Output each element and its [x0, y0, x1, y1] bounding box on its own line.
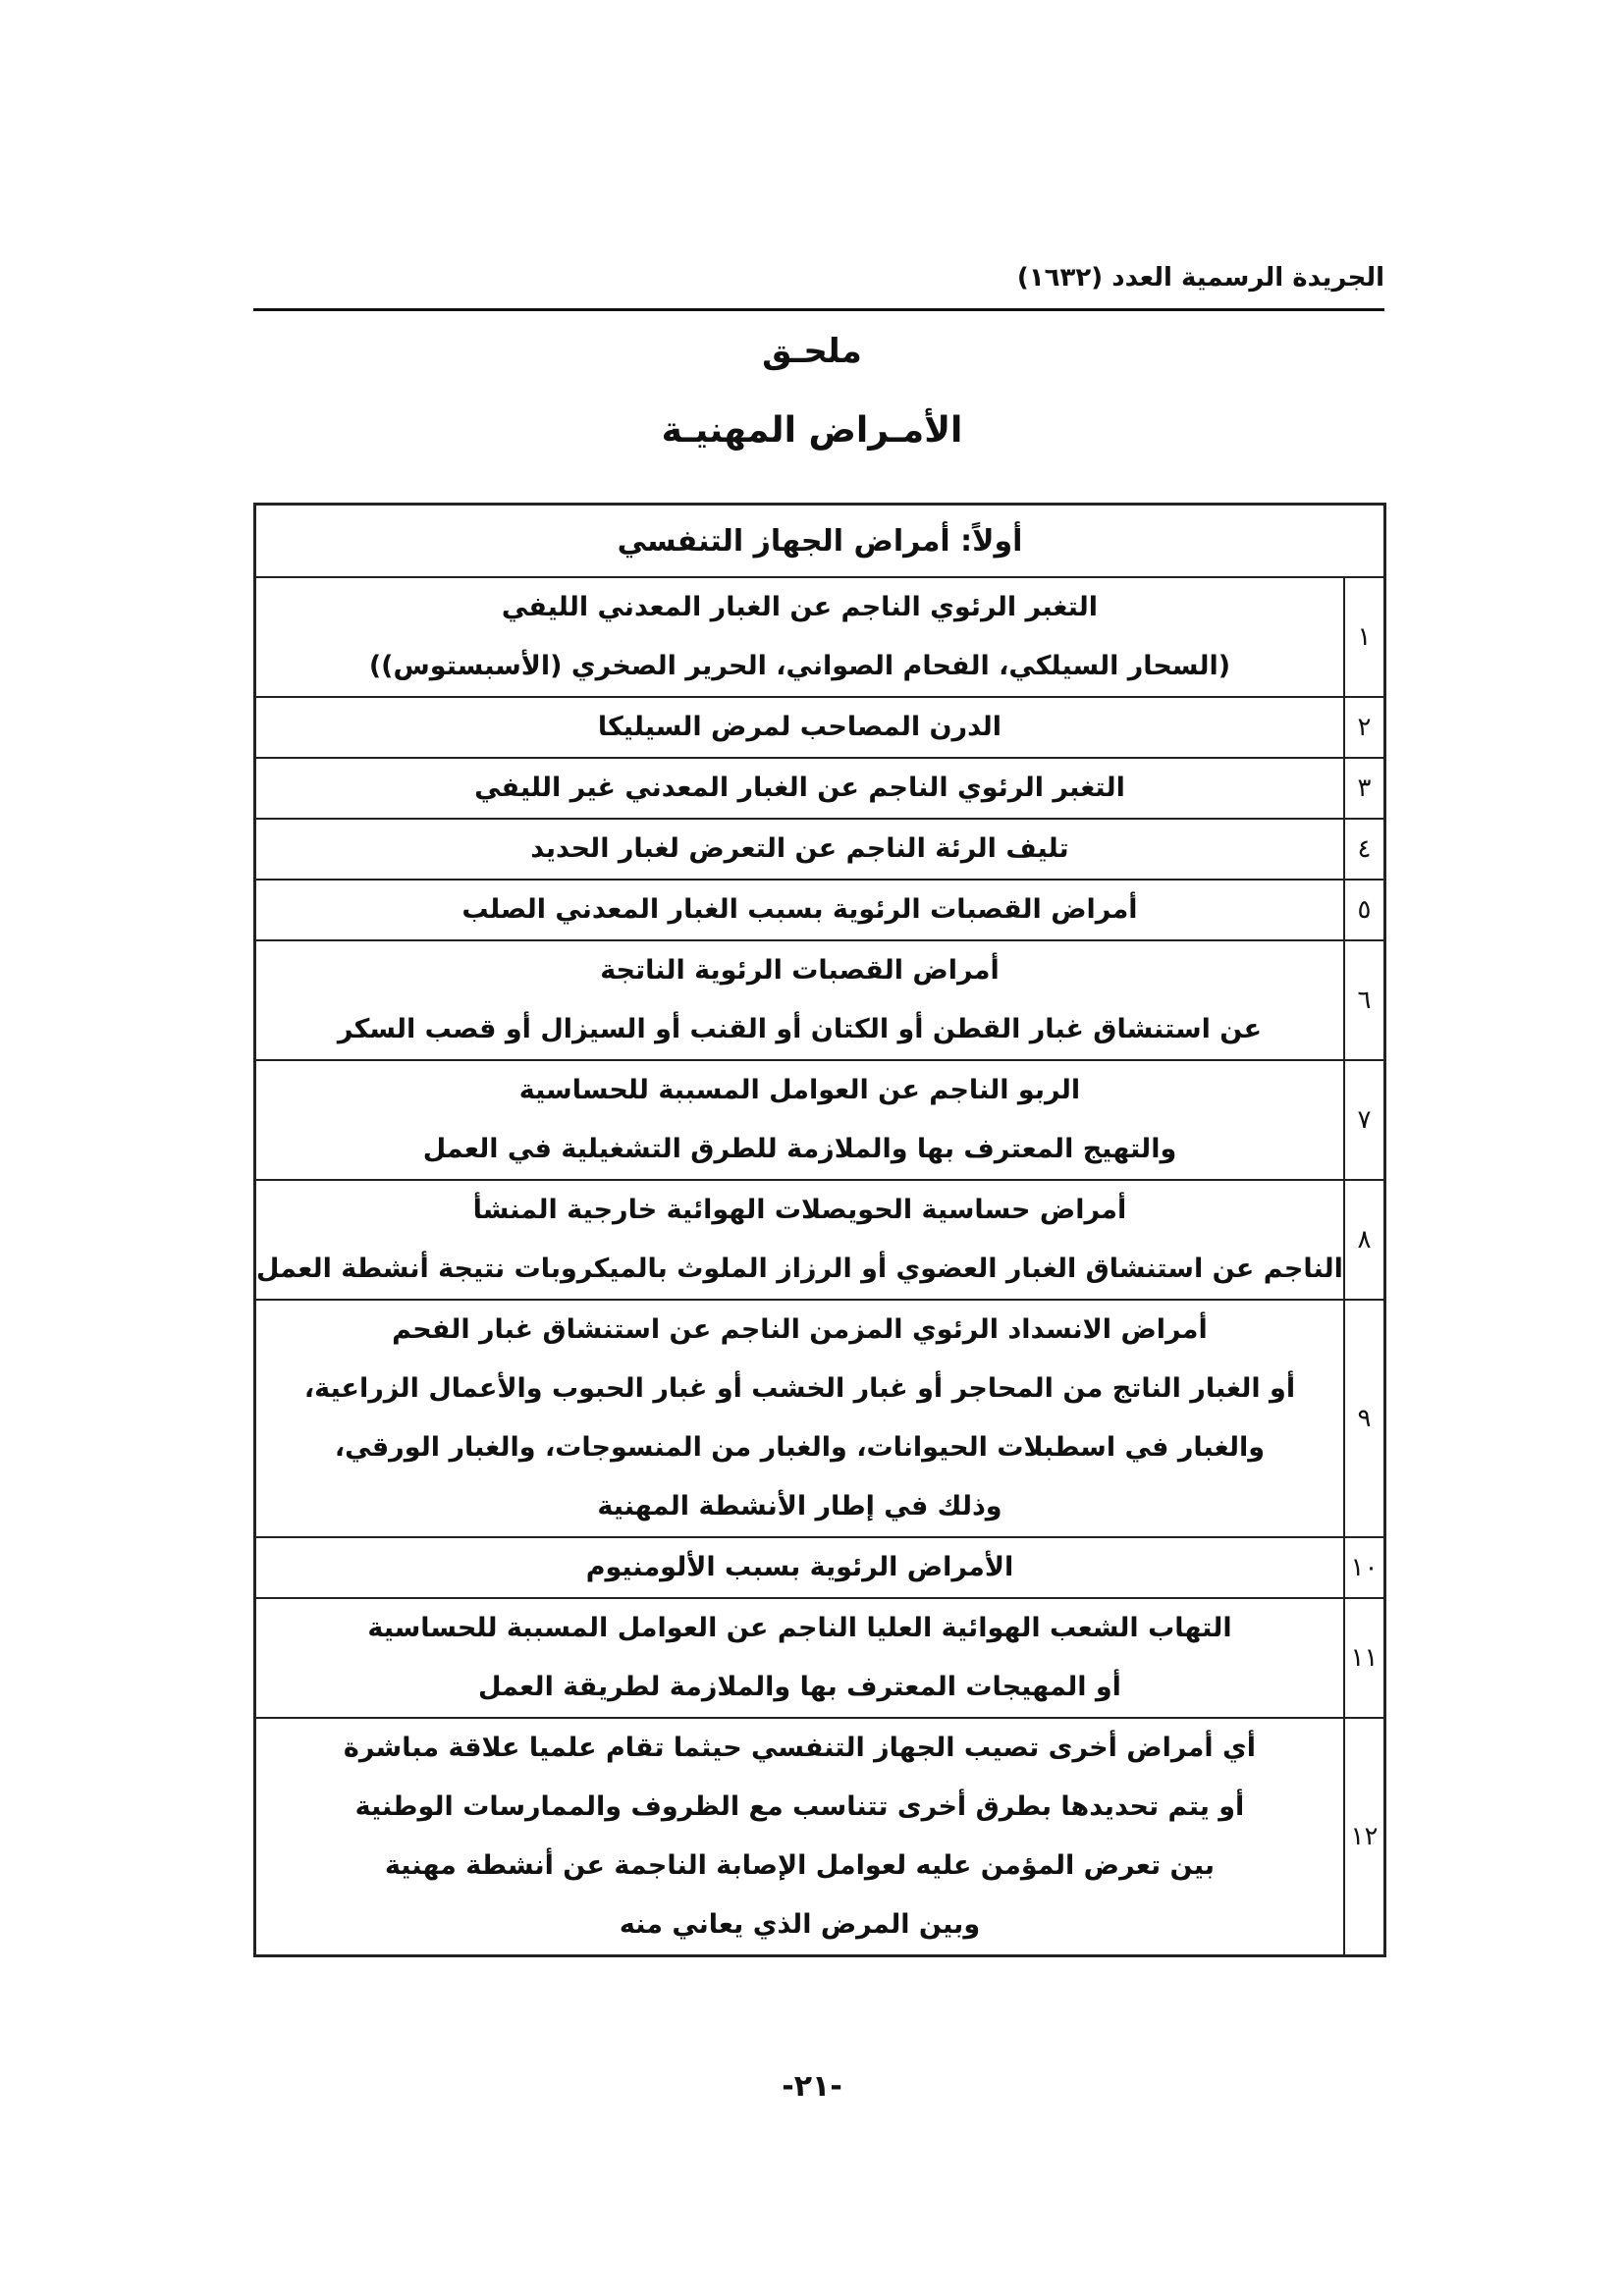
disease-description: [255, 1060, 1344, 1180]
description-line: التغبر الرئوي الناجم عن الغبار المعدني الليفي: [501, 592, 1099, 622]
row-number: ٧: [1344, 1060, 1385, 1180]
table-row: [255, 1718, 1385, 1956]
disease-description: [255, 697, 1344, 758]
description-line: أمراض القصبات الرئوية الناتجة: [600, 955, 1000, 986]
table-row: [255, 1598, 1385, 1718]
disease-description: [255, 758, 1344, 819]
row-number: ١٢: [1344, 1718, 1385, 1956]
description-line: الدرن المصاحب لمرض السيليكا: [597, 712, 1002, 742]
table-row: [255, 1537, 1385, 1598]
row-number: ٣: [1344, 758, 1385, 819]
row-number: ٩: [1344, 1300, 1385, 1537]
description-line: بين تعرض المؤمن عليه لعوامل الإصابة الناجمة عن أنشطة مهنية: [384, 1850, 1215, 1881]
appendix-title: ملحـق: [762, 332, 862, 371]
description-line: التغبر الرئوي الناجم عن الغبار المعدني غير الليفي: [474, 773, 1125, 803]
disease-description: [255, 940, 1344, 1060]
description-line: أي أمراض أخرى تصيب الجهاز التنفسي حيثما تقام علميا علاقة مباشرة: [343, 1733, 1257, 1763]
description-line: وذلك في إطار الأنشطة المهنية: [597, 1491, 1002, 1522]
row-number: ٥: [1344, 880, 1385, 940]
description-line: الربو الناجم عن العوامل المسببة للحساسية: [518, 1075, 1081, 1105]
disease-description: [255, 1180, 1344, 1300]
description-line: أمراض حساسية الحويصلات الهوائية خارجية المنشأ: [472, 1195, 1127, 1225]
table-row: [255, 1300, 1385, 1537]
description-line: أمراض القصبات الرئوية بسبب الغبار المعدني الصلب: [461, 894, 1138, 925]
disease-description: [255, 577, 1344, 697]
row-number: ٦: [1344, 940, 1385, 1060]
main-title: الأمـراض المهنيـة: [661, 410, 963, 451]
disease-description: [255, 880, 1344, 940]
table-row: [255, 758, 1385, 819]
section-title: أولاً: أمراض الجهاز التنفسي: [255, 505, 1385, 578]
row-number: ١١: [1344, 1598, 1385, 1718]
table-row: [255, 1060, 1385, 1180]
description-line: والغبار في اسطبلات الحيوانات، والغبار من المنسوجات، والغبار الورقي،: [334, 1432, 1265, 1463]
table-row: [255, 577, 1385, 697]
gazette-title: الجريدة الرسمية العدد (١٦٣٢): [1016, 263, 1384, 293]
description-line: أو الغبار الناتج من المحاجر أو غبار الخشب أو غبار الحبوب والأعمال الزراعية،: [303, 1373, 1296, 1404]
disease-description: [255, 1537, 1344, 1598]
disease-description: [255, 1300, 1344, 1537]
disease-description: [255, 819, 1344, 880]
table-body: [255, 577, 1385, 1956]
disease-description: [255, 1718, 1344, 1956]
occupational-diseases-table: [253, 503, 1386, 1957]
page-header: [253, 257, 1384, 311]
table-row: [255, 880, 1385, 940]
description-line: عن استنشاق غبار القطن أو الكتان أو القنب أو السيزال أو قصب السكر: [337, 1014, 1263, 1044]
row-number: ٨: [1344, 1180, 1385, 1300]
description-line: الناجم عن استنشاق الغبار العضوي أو الرزاز الملوث بالميكروبات نتيجة أنشطة العمل: [256, 1254, 1343, 1284]
description-line: أو يتم تحديدها بطرق أخرى تتناسب مع الظروف والممارسات الوطنية: [354, 1791, 1245, 1822]
description-line: الأمراض الرئوية بسبب الألومنيوم: [585, 1552, 1014, 1582]
description-line: (السحار السيلكي، الفحام الصواني، الحرير الصخري (الأسبستوس)): [368, 651, 1231, 681]
description-line: التهاب الشعب الهوائية العليا الناجم عن العوامل المسببة للحساسية: [367, 1613, 1232, 1643]
description-line: والتهيج المعترف بها والملازمة للطرق التشغيلية في العمل: [422, 1134, 1177, 1164]
row-number: ١٠: [1344, 1537, 1385, 1598]
page-number: -٢١-: [782, 2069, 842, 2104]
table-row: [255, 819, 1385, 880]
disease-description: [255, 1598, 1344, 1718]
row-number: ٤: [1344, 819, 1385, 880]
table-row: [255, 697, 1385, 758]
description-line: وبين المرض الذي يعاني منه: [619, 1909, 981, 1940]
table-row: [255, 1180, 1385, 1300]
description-line: أو المهيجات المعترف بها والملازمة لطريقة العمل: [477, 1672, 1121, 1702]
description-line: تليف الرئة الناجم عن التعرض لغبار الحديد: [530, 833, 1069, 864]
row-number: ٢: [1344, 697, 1385, 758]
table-row: [255, 940, 1385, 1060]
description-line: أمراض الانسداد الرئوي المزمن الناجم عن استنشاق غبار الفحم: [392, 1314, 1208, 1345]
row-number: ١: [1344, 577, 1385, 697]
